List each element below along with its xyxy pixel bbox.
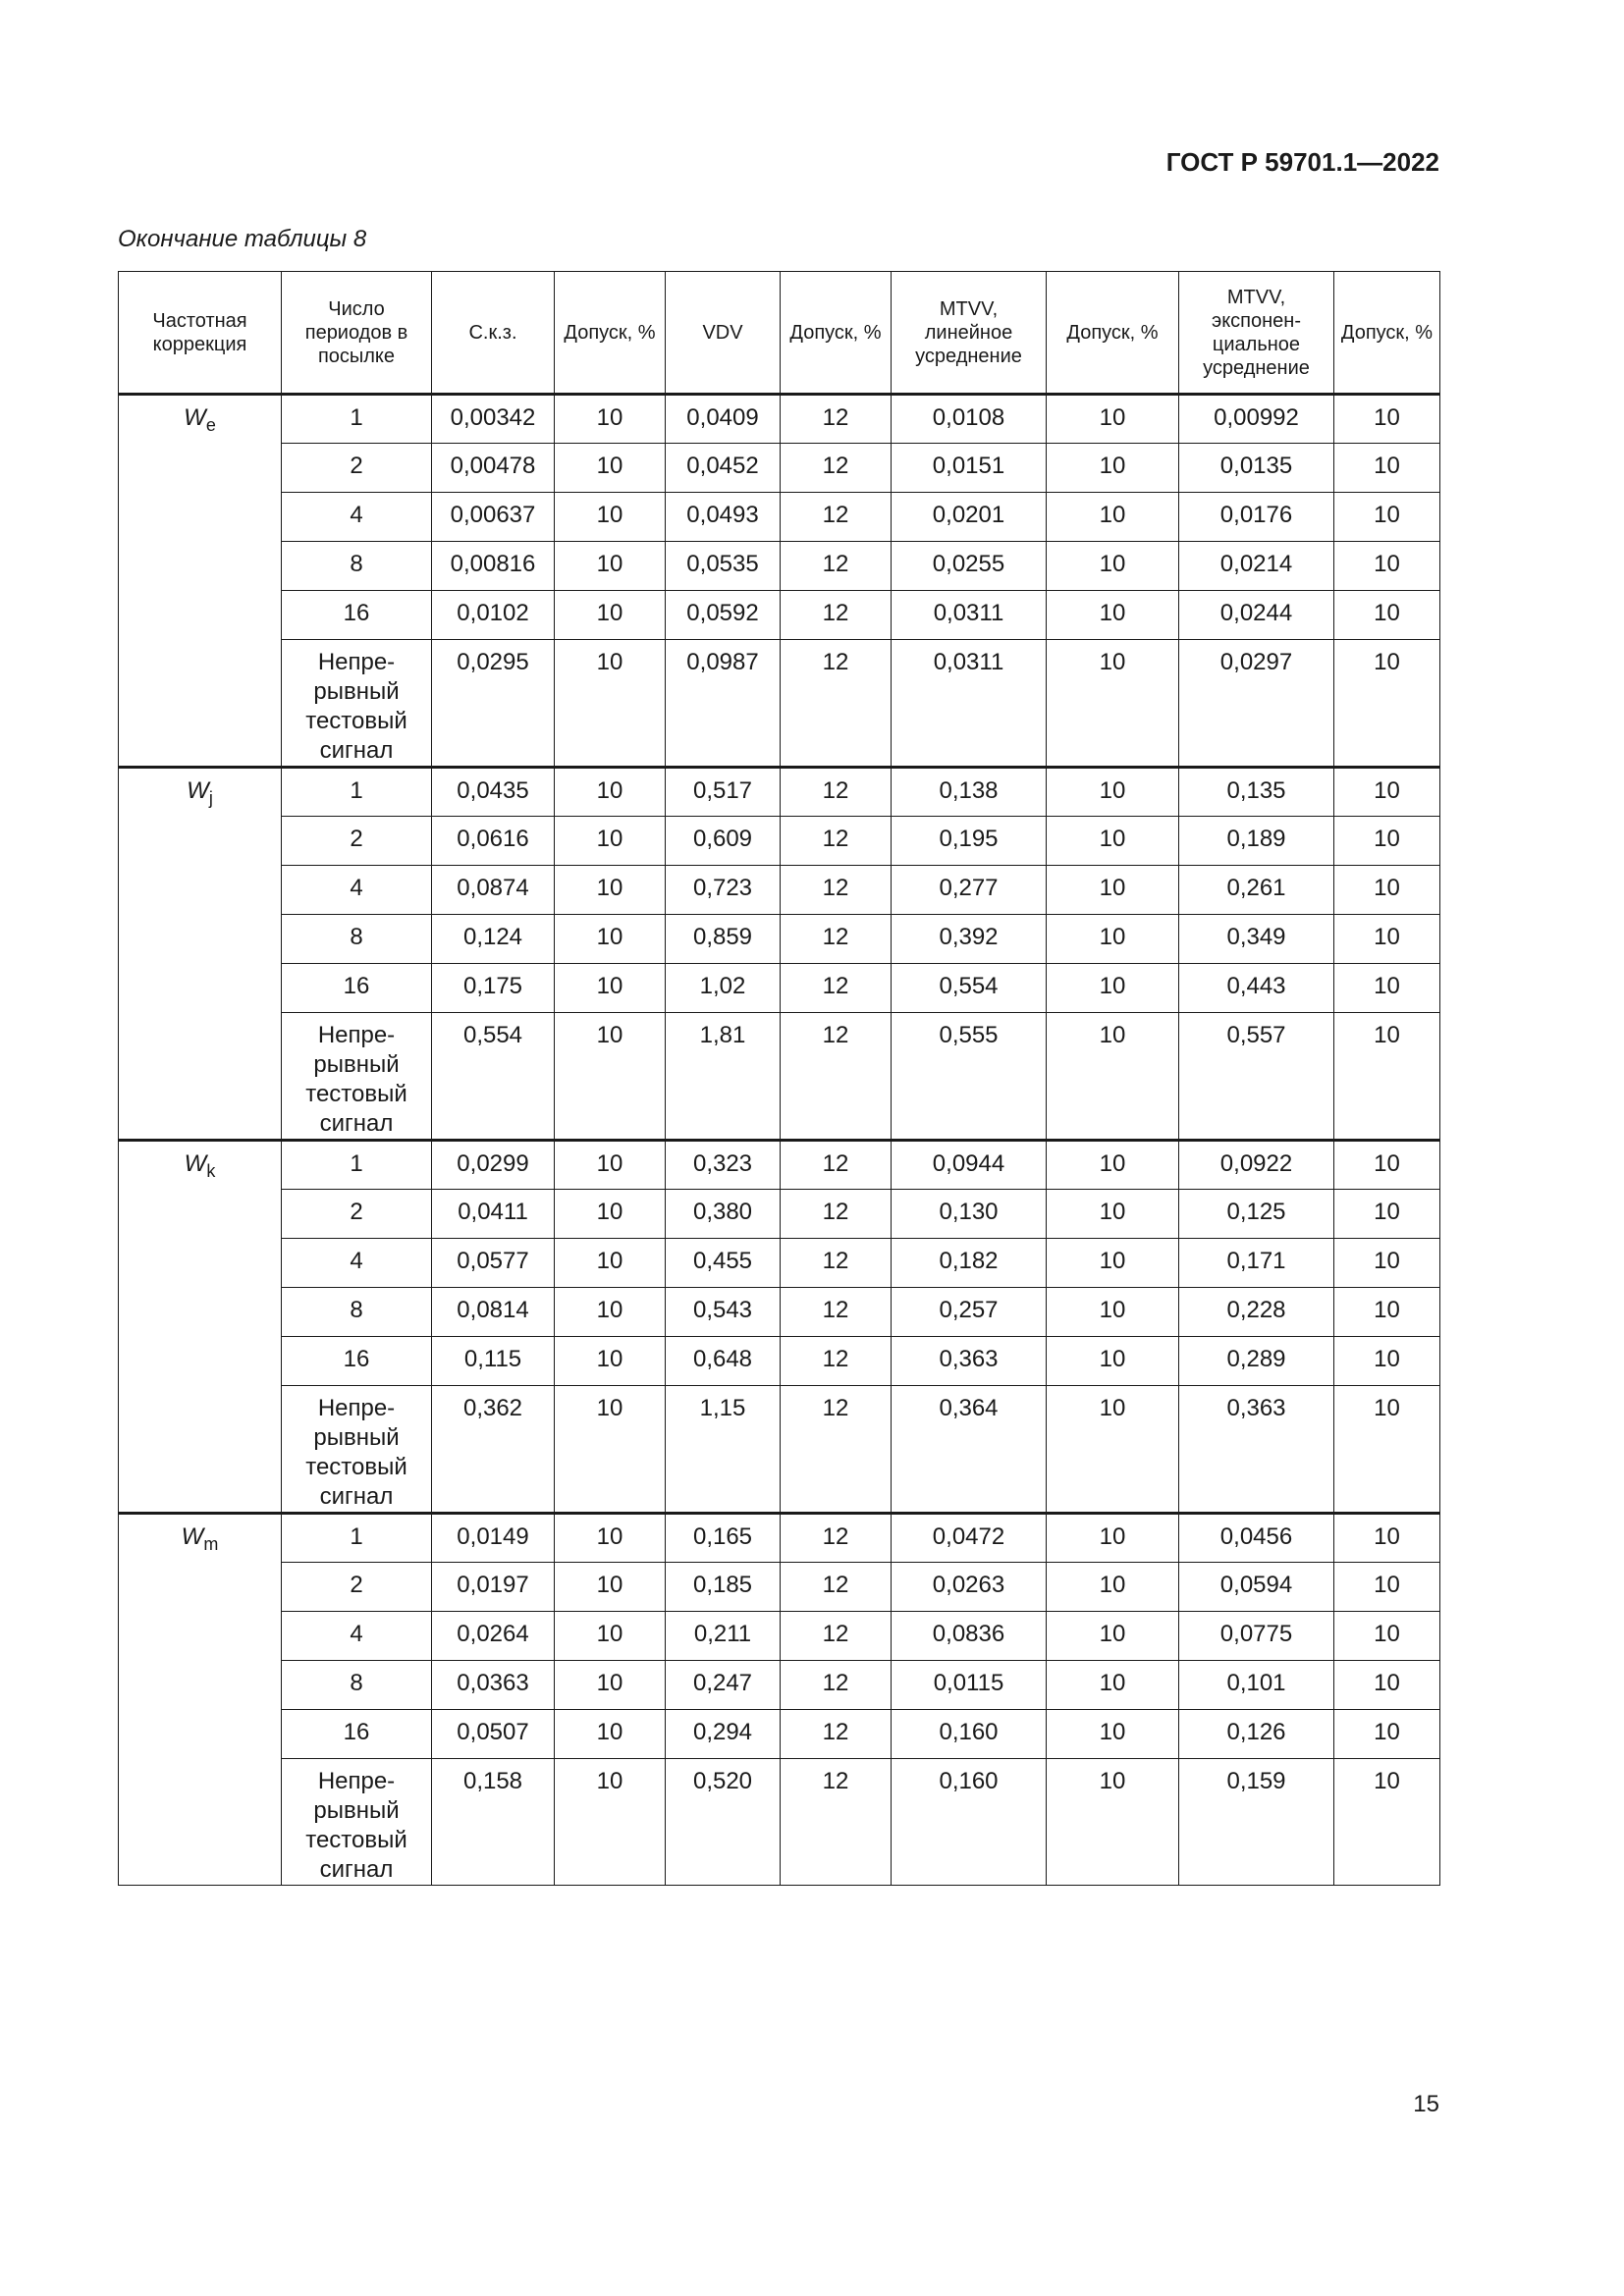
value-cell: 0,0456: [1179, 1514, 1334, 1563]
value-cell: 1,02: [666, 964, 781, 1013]
value-cell: 0,158: [432, 1759, 555, 1886]
value-cell: 12: [781, 444, 892, 493]
value-cell: 10: [1047, 591, 1179, 640]
table-row: [119, 964, 1440, 1013]
value-cell: 12: [781, 640, 892, 768]
value-cell: 10: [555, 817, 666, 866]
table-row: [119, 444, 1440, 493]
periods-cell: 1: [282, 1514, 432, 1563]
table-row: [119, 493, 1440, 542]
weighting-letter: W: [184, 1150, 207, 1177]
table-row: [119, 1612, 1440, 1661]
value-cell: 1,81: [666, 1013, 781, 1141]
value-cell: 0,0814: [432, 1288, 555, 1337]
value-cell: 10: [555, 1563, 666, 1612]
table-row: [119, 1759, 1440, 1886]
value-cell: 0,0775: [1179, 1612, 1334, 1661]
value-cell: 10: [1334, 493, 1440, 542]
value-cell: 0,0176: [1179, 493, 1334, 542]
value-cell: 0,228: [1179, 1288, 1334, 1337]
value-cell: 10: [1047, 395, 1179, 444]
value-cell: 10: [555, 1514, 666, 1563]
periods-cell: 2: [282, 1190, 432, 1239]
value-cell: 10: [1334, 1141, 1440, 1190]
value-cell: 0,171: [1179, 1239, 1334, 1288]
value-cell: 0,159: [1179, 1759, 1334, 1886]
value-cell: 10: [1047, 1013, 1179, 1141]
value-cell: 10: [555, 444, 666, 493]
value-cell: 0,0311: [892, 640, 1047, 768]
value-cell: 10: [555, 1710, 666, 1759]
periods-cell: 8: [282, 1288, 432, 1337]
value-cell: 0,0135: [1179, 444, 1334, 493]
value-cell: 10: [555, 1386, 666, 1514]
value-cell: 0,0922: [1179, 1141, 1334, 1190]
value-cell: 10: [1047, 866, 1179, 915]
periods-cell: 1: [282, 395, 432, 444]
value-cell: 0,0115: [892, 1661, 1047, 1710]
value-cell: 0,349: [1179, 915, 1334, 964]
value-cell: 10: [555, 964, 666, 1013]
value-cell: 0,362: [432, 1386, 555, 1514]
value-cell: 0,0874: [432, 866, 555, 915]
weighting-subscript: e: [205, 414, 216, 435]
value-cell: 10: [555, 1337, 666, 1386]
value-cell: 12: [781, 817, 892, 866]
value-cell: 0,00342: [432, 395, 555, 444]
value-cell: 0,289: [1179, 1337, 1334, 1386]
value-cell: 10: [1334, 964, 1440, 1013]
value-cell: 1,15: [666, 1386, 781, 1514]
value-cell: 0,257: [892, 1288, 1047, 1337]
table-row: [119, 1386, 1440, 1514]
value-cell: 10: [555, 866, 666, 915]
value-cell: 10: [1334, 542, 1440, 591]
value-cell: 10: [555, 1013, 666, 1141]
value-cell: 10: [555, 1190, 666, 1239]
frequency-weighting-cell: [119, 768, 282, 1141]
table-row: [119, 1337, 1440, 1386]
header-cell: Допуск, %: [1047, 272, 1179, 395]
value-cell: 10: [1334, 915, 1440, 964]
value-cell: 10: [555, 1661, 666, 1710]
value-cell: 0,364: [892, 1386, 1047, 1514]
page-number: 15: [1413, 2091, 1439, 2117]
periods-cell: 1: [282, 1141, 432, 1190]
value-cell: 12: [781, 1661, 892, 1710]
frequency-weighting-cell: [119, 1514, 282, 1886]
value-cell: 0,455: [666, 1239, 781, 1288]
value-cell: 10: [1334, 1710, 1440, 1759]
value-cell: 0,555: [892, 1013, 1047, 1141]
value-cell: 10: [1047, 493, 1179, 542]
value-cell: 10: [1334, 1514, 1440, 1563]
value-cell: 10: [1047, 915, 1179, 964]
value-cell: 0,00637: [432, 493, 555, 542]
value-cell: 12: [781, 1141, 892, 1190]
periods-cell: 4: [282, 493, 432, 542]
periods-cell: 4: [282, 1612, 432, 1661]
weighting-letter: W: [184, 404, 206, 431]
value-cell: 0,0435: [432, 768, 555, 817]
table-row: [119, 1013, 1440, 1141]
table-row: [119, 591, 1440, 640]
value-cell: 0,126: [1179, 1710, 1334, 1759]
value-cell: 10: [555, 493, 666, 542]
value-cell: 0,0201: [892, 493, 1047, 542]
value-cell: 10: [1334, 1288, 1440, 1337]
header-cell: Допуск, %: [1334, 272, 1440, 395]
value-cell: 10: [1047, 768, 1179, 817]
value-cell: 10: [1334, 817, 1440, 866]
value-cell: 0,165: [666, 1514, 781, 1563]
value-cell: 0,277: [892, 866, 1047, 915]
value-cell: 0,543: [666, 1288, 781, 1337]
value-cell: 0,0151: [892, 444, 1047, 493]
value-cell: 10: [1047, 1710, 1179, 1759]
value-cell: 0,0214: [1179, 542, 1334, 591]
value-cell: 12: [781, 866, 892, 915]
value-cell: 10: [1334, 1013, 1440, 1141]
value-cell: 12: [781, 395, 892, 444]
table-row: [119, 915, 1440, 964]
value-cell: 0,189: [1179, 817, 1334, 866]
value-cell: 10: [555, 768, 666, 817]
value-cell: 10: [1334, 1337, 1440, 1386]
value-cell: 0,0244: [1179, 591, 1334, 640]
value-cell: 0,723: [666, 866, 781, 915]
value-cell: 0,323: [666, 1141, 781, 1190]
value-cell: 0,0197: [432, 1563, 555, 1612]
header-cell: VDV: [666, 272, 781, 395]
value-cell: 10: [1334, 1563, 1440, 1612]
value-cell: 0,0263: [892, 1563, 1047, 1612]
value-cell: 10: [1047, 1563, 1179, 1612]
value-cell: 0,182: [892, 1239, 1047, 1288]
value-cell: 10: [1334, 640, 1440, 768]
table-row: [119, 1563, 1440, 1612]
periods-cell: 2: [282, 444, 432, 493]
periods-cell: 2: [282, 817, 432, 866]
value-cell: 0,0577: [432, 1239, 555, 1288]
value-cell: 10: [1047, 817, 1179, 866]
value-cell: 10: [555, 395, 666, 444]
value-cell: 10: [1047, 1661, 1179, 1710]
periods-cell: 8: [282, 1661, 432, 1710]
periods-cell: 16: [282, 1337, 432, 1386]
value-cell: 10: [1334, 866, 1440, 915]
value-cell: 0,0108: [892, 395, 1047, 444]
value-cell: 0,195: [892, 817, 1047, 866]
value-cell: 0,0411: [432, 1190, 555, 1239]
value-cell: 10: [555, 1288, 666, 1337]
table-row: [119, 1190, 1440, 1239]
table-caption: Окончание таблицы 8: [118, 226, 367, 252]
value-cell: 0,0535: [666, 542, 781, 591]
value-cell: 0,0616: [432, 817, 555, 866]
periods-cell: 2: [282, 1563, 432, 1612]
value-cell: 10: [1047, 444, 1179, 493]
table-row: [119, 1514, 1440, 1563]
value-cell: 10: [1334, 1386, 1440, 1514]
value-cell: 12: [781, 915, 892, 964]
header-cell: Допуск, %: [555, 272, 666, 395]
weighting-subscript: j: [208, 787, 213, 808]
value-cell: 10: [1047, 1239, 1179, 1288]
value-cell: 10: [1334, 1612, 1440, 1661]
value-cell: 0,0594: [1179, 1563, 1334, 1612]
value-cell: 12: [781, 1337, 892, 1386]
value-cell: 10: [1047, 1514, 1179, 1563]
table-row: [119, 395, 1440, 444]
value-cell: 0,0452: [666, 444, 781, 493]
table-row: [119, 640, 1440, 768]
value-cell: 10: [1334, 1190, 1440, 1239]
table-row: [119, 1239, 1440, 1288]
value-cell: 10: [1334, 1661, 1440, 1710]
table-row: [119, 768, 1440, 817]
value-cell: 0,648: [666, 1337, 781, 1386]
value-cell: 10: [555, 591, 666, 640]
value-cell: 0,125: [1179, 1190, 1334, 1239]
value-cell: 10: [1334, 768, 1440, 817]
value-cell: 10: [1047, 1386, 1179, 1514]
header-cell: Допуск, %: [781, 272, 892, 395]
value-cell: 0,00478: [432, 444, 555, 493]
value-cell: 12: [781, 1386, 892, 1514]
periods-cell: Непре-рывный тестовый сигнал: [282, 1013, 432, 1141]
value-cell: 10: [1047, 542, 1179, 591]
table-body: [119, 395, 1440, 1886]
value-cell: 0,520: [666, 1759, 781, 1886]
periods-cell: 4: [282, 866, 432, 915]
value-cell: 0,0987: [666, 640, 781, 768]
value-cell: 10: [1334, 1239, 1440, 1288]
header-cell: Частотная коррекция: [119, 272, 282, 395]
periods-cell: 8: [282, 542, 432, 591]
value-cell: 0,0472: [892, 1514, 1047, 1563]
value-cell: 12: [781, 1710, 892, 1759]
header-cell: MTVV, линейное усреднение: [892, 272, 1047, 395]
value-cell: 10: [1047, 1141, 1179, 1190]
periods-cell: 16: [282, 1710, 432, 1759]
table-row: [119, 817, 1440, 866]
value-cell: 0,175: [432, 964, 555, 1013]
value-cell: 10: [555, 542, 666, 591]
value-cell: 0,392: [892, 915, 1047, 964]
table-row: [119, 1661, 1440, 1710]
value-cell: 0,0836: [892, 1612, 1047, 1661]
value-cell: 0,554: [892, 964, 1047, 1013]
weighting-letter: W: [181, 1523, 204, 1550]
value-cell: 0,517: [666, 768, 781, 817]
value-cell: 12: [781, 1514, 892, 1563]
value-cell: 10: [1334, 395, 1440, 444]
value-cell: 0,0102: [432, 591, 555, 640]
frequency-weighting-cell: [119, 1141, 282, 1514]
value-cell: 10: [1047, 964, 1179, 1013]
weighting-letter: W: [187, 777, 209, 804]
value-cell: 10: [1047, 1288, 1179, 1337]
standard-id: ГОСТ Р 59701.1—2022: [1165, 147, 1439, 177]
periods-cell: 4: [282, 1239, 432, 1288]
value-cell: 12: [781, 964, 892, 1013]
value-cell: 10: [1047, 1759, 1179, 1886]
value-cell: 12: [781, 1288, 892, 1337]
value-cell: 10: [1334, 444, 1440, 493]
value-cell: 12: [781, 1013, 892, 1141]
table-row: [119, 866, 1440, 915]
value-cell: 12: [781, 1759, 892, 1886]
periods-cell: 16: [282, 591, 432, 640]
header-cell: MTVV, экспонен-циальное усреднение: [1179, 272, 1334, 395]
value-cell: 10: [555, 1612, 666, 1661]
value-cell: 0,0311: [892, 591, 1047, 640]
table-row: [119, 1141, 1440, 1190]
value-cell: 10: [1334, 591, 1440, 640]
value-cell: 10: [555, 1239, 666, 1288]
value-cell: 0,0149: [432, 1514, 555, 1563]
weighting-subscript: k: [206, 1160, 216, 1181]
value-cell: 0,185: [666, 1563, 781, 1612]
value-cell: 12: [781, 493, 892, 542]
value-cell: 0,0493: [666, 493, 781, 542]
table-row: [119, 1288, 1440, 1337]
value-cell: 0,247: [666, 1661, 781, 1710]
periods-cell: 16: [282, 964, 432, 1013]
value-cell: 0,294: [666, 1710, 781, 1759]
value-cell: 0,0264: [432, 1612, 555, 1661]
periods-cell: 1: [282, 768, 432, 817]
value-cell: 0,443: [1179, 964, 1334, 1013]
value-cell: 12: [781, 1190, 892, 1239]
value-cell: 0,0295: [432, 640, 555, 768]
periods-cell: 8: [282, 915, 432, 964]
header-cell: Число периодов в посылке: [282, 272, 432, 395]
value-cell: 0,0363: [432, 1661, 555, 1710]
value-cell: 10: [555, 640, 666, 768]
value-cell: 0,261: [1179, 866, 1334, 915]
value-cell: 0,00816: [432, 542, 555, 591]
value-cell: 10: [1047, 640, 1179, 768]
weighting-subscript: m: [203, 1533, 219, 1554]
value-cell: 10: [1334, 1759, 1440, 1886]
value-cell: 0,130: [892, 1190, 1047, 1239]
value-cell: 0,138: [892, 768, 1047, 817]
value-cell: 0,211: [666, 1612, 781, 1661]
value-cell: 10: [1047, 1337, 1179, 1386]
value-cell: 0,101: [1179, 1661, 1334, 1710]
periods-cell: Непре-рывный тестовый сигнал: [282, 1386, 432, 1514]
value-cell: 10: [1047, 1612, 1179, 1661]
value-cell: 0,0409: [666, 395, 781, 444]
value-cell: 0,609: [666, 817, 781, 866]
value-cell: 0,0299: [432, 1141, 555, 1190]
value-cell: 10: [1047, 1190, 1179, 1239]
value-cell: 10: [555, 1759, 666, 1886]
value-cell: 0,554: [432, 1013, 555, 1141]
value-cell: 0,0592: [666, 591, 781, 640]
value-cell: 0,0297: [1179, 640, 1334, 768]
value-cell: 10: [555, 915, 666, 964]
table-row: [119, 1710, 1440, 1759]
value-cell: 0,363: [1179, 1386, 1334, 1514]
value-cell: 12: [781, 1563, 892, 1612]
value-cell: 0,557: [1179, 1013, 1334, 1141]
table-row: [119, 542, 1440, 591]
value-cell: 0,124: [432, 915, 555, 964]
value-cell: 0,380: [666, 1190, 781, 1239]
header-cell: С.к.з.: [432, 272, 555, 395]
value-cell: 12: [781, 542, 892, 591]
value-cell: 0,859: [666, 915, 781, 964]
value-cell: 0,160: [892, 1759, 1047, 1886]
frequency-weighting-cell: [119, 395, 282, 768]
value-cell: 0,0255: [892, 542, 1047, 591]
value-cell: 0,0944: [892, 1141, 1047, 1190]
value-cell: 12: [781, 1239, 892, 1288]
value-cell: 0,363: [892, 1337, 1047, 1386]
value-cell: 10: [555, 1141, 666, 1190]
periods-cell: Непре-рывный тестовый сигнал: [282, 640, 432, 768]
table-header-row: [119, 272, 1440, 395]
data-table: [118, 271, 1440, 1886]
value-cell: 12: [781, 768, 892, 817]
value-cell: 0,160: [892, 1710, 1047, 1759]
periods-cell: Непре-рывный тестовый сигнал: [282, 1759, 432, 1886]
value-cell: 0,0507: [432, 1710, 555, 1759]
value-cell: 12: [781, 591, 892, 640]
value-cell: 0,00992: [1179, 395, 1334, 444]
value-cell: 0,115: [432, 1337, 555, 1386]
value-cell: 12: [781, 1612, 892, 1661]
value-cell: 0,135: [1179, 768, 1334, 817]
